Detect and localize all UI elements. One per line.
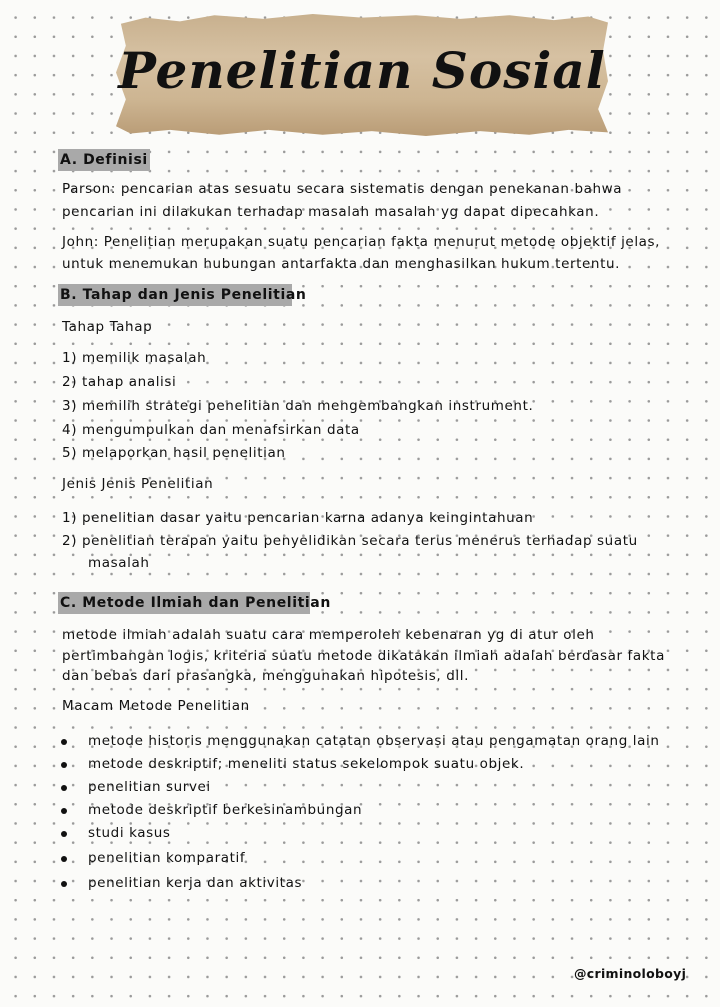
- parson-line-2: pencarian ini dilakukan terhadap masalah masalah yg dapat dipecahkan.: [62, 204, 600, 220]
- bullet-icon: [61, 762, 67, 768]
- bullet-icon: [61, 739, 67, 745]
- list-item: 4) mengumpulkan dan menafsirkan data: [62, 422, 360, 438]
- list-item: penelitian kerja dan aktivitas: [88, 875, 303, 891]
- john-line-2: untuk menemukan hubungan antarfakta dan menghasilkan hukum tertentu.: [62, 256, 621, 272]
- list-item: 1) penelitian dasar yaitu pencarian karna adanya keingintahuan: [62, 510, 534, 526]
- bullet-icon: [61, 831, 67, 837]
- page-title: Penelitian Sosial: [118, 40, 606, 100]
- list-item: metode deskriptif berkesinambungan: [88, 802, 363, 818]
- section-b-heading: B. Tahap dan Jenis Penelitian: [58, 284, 292, 306]
- author-credit: @criminoloboyj: [574, 966, 687, 981]
- tahap-label: Tahap Tahap: [62, 319, 153, 335]
- bullet-icon: [61, 808, 67, 814]
- macam-label: Macam Metode Penelitian: [62, 698, 250, 714]
- list-item: 2) penelitian terapan yaitu penyelidikan secara terus menerus terhadap suatu: [62, 533, 638, 549]
- bullet-icon: [61, 881, 67, 887]
- metode-para-line-1: metode ilmiah adalah suatu cara memperoleh kebenaran yg di atur oleh: [62, 627, 595, 643]
- list-item: studi kasus: [88, 825, 171, 841]
- list-item: penelitian survei: [88, 779, 211, 795]
- section-a-heading: A. Definisi: [58, 149, 150, 171]
- section-c-heading: C. Metode Ilmiah dan Penelitian: [58, 592, 310, 614]
- parson-line-1: Parson: pencarian atas sesuatu secara sistematis dengan penekanan bahwa: [62, 181, 623, 197]
- list-item-continuation: masalah: [88, 555, 150, 571]
- jenis-label: Jenis Jenis Penelitian: [62, 476, 214, 492]
- list-item: 2) tahap analisi: [62, 374, 177, 390]
- list-item: 3) memilih strategi penelitian dan mengembangkan instrument.: [62, 398, 534, 414]
- list-item: penelitian komparatif: [88, 850, 246, 866]
- metode-para-line-3: dan bebas dari prasangka, menggunakan hipotesis, dll.: [62, 668, 469, 684]
- metode-para-line-2: pertimbangan logis, kriteria suatu metode dikatakan ilmiah adalah berdasar fakta: [62, 648, 665, 664]
- john-line-1: John: Penelitian merupakan suatu pencarian fakta menurut metode objektif jelas,: [62, 234, 661, 250]
- bullet-icon: [61, 785, 67, 791]
- list-item: metode deskriptif; meneliti status sekelompok suatu objek.: [88, 756, 525, 772]
- list-item: 5) melaporkan hasil penelitian: [62, 445, 286, 461]
- bullet-icon: [61, 856, 67, 862]
- list-item: metode historis menggunakan catatan observasi atau pengamatan orang lain: [88, 733, 660, 749]
- list-item: 1) memilik masalah: [62, 350, 207, 366]
